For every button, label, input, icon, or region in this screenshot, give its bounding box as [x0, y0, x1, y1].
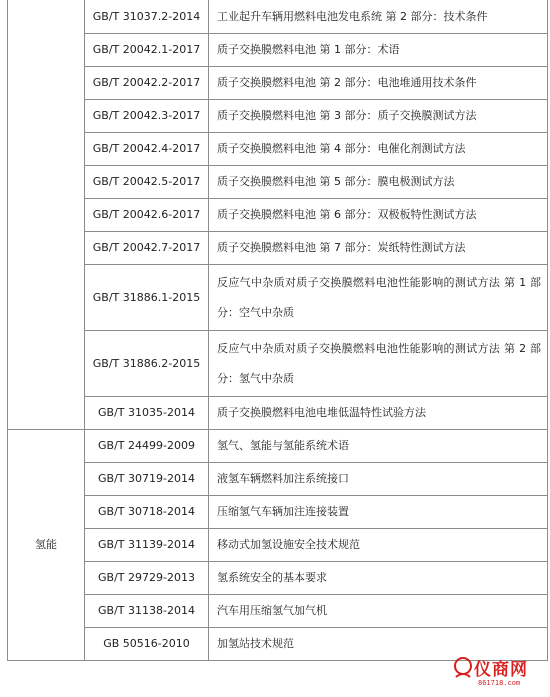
standard-code: GB/T 24499-2009: [85, 430, 209, 463]
standard-title: 质子交换膜燃料电池 第 7 部分：炭纸特性测试方法: [209, 232, 548, 265]
table-row: [8, 133, 548, 166]
standard-title: 质子交换膜燃料电池 第 4 部分：电催化剂测试方法: [209, 133, 548, 166]
standard-code: GB/T 20042.1-2017: [85, 34, 209, 67]
standard-code: GB/T 20042.7-2017: [85, 232, 209, 265]
watermark-logo: [452, 655, 548, 695]
standard-code: GB/T 31886.2-2015: [85, 331, 209, 397]
table-row: [8, 430, 548, 463]
standard-code: GB/T 20042.5-2017: [85, 166, 209, 199]
table-row: [8, 265, 548, 331]
standard-code: GB/T 30718-2014: [85, 496, 209, 529]
standards-table: [7, 0, 548, 661]
standard-title: 质子交换膜燃料电池 第 5 部分：膜电极测试方法: [209, 166, 548, 199]
standard-code: GB/T 29729-2013: [85, 562, 209, 595]
category-cell-fuel-cell: [8, 0, 85, 430]
standard-title: 质子交换膜燃料电池 第 1 部分：术语: [209, 34, 548, 67]
standard-code: GB/T 30719-2014: [85, 463, 209, 496]
table-row: [8, 0, 548, 34]
table-row: [8, 34, 548, 67]
standard-code: GB/T 31139-2014: [85, 529, 209, 562]
table-row: [8, 232, 548, 265]
table-row: [8, 166, 548, 199]
table-row: [8, 100, 548, 133]
standard-title: 质子交换膜燃料电池 第 3 部分：质子交换膜测试方法: [209, 100, 548, 133]
standard-code: GB/T 20042.3-2017: [85, 100, 209, 133]
standard-title: 移动式加氢设施安全技术规范: [209, 529, 548, 562]
standard-title: 汽车用压缩氢气加气机: [209, 595, 548, 628]
standard-title: 液氢车辆燃料加注系统接口: [209, 463, 548, 496]
table-row: [8, 595, 548, 628]
standard-title: 压缩氢气车辆加注连接装置: [209, 496, 548, 529]
standard-title: 氢气、氢能与氢能系统术语: [209, 430, 548, 463]
standard-code: GB/T 31037.2-2014: [85, 0, 209, 34]
watermark-brand: 仪商网: [474, 660, 528, 680]
standard-title: 质子交换膜燃料电池 第 6 部分：双极板特性测试方法: [209, 199, 548, 232]
standard-code: GB/T 20042.4-2017: [85, 133, 209, 166]
table-row: [8, 397, 548, 430]
table-row: [8, 562, 548, 595]
standard-code: GB/T 31035-2014: [85, 397, 209, 430]
table-row: [8, 67, 548, 100]
standard-code: GB/T 20042.6-2017: [85, 199, 209, 232]
standard-title: 工业起升车辆用燃料电池发电系统 第 2 部分：技术条件: [209, 0, 548, 34]
table-row: [8, 331, 548, 397]
category-cell-hydrogen: 氢能: [8, 430, 85, 661]
standard-code: GB/T 31138-2014: [85, 595, 209, 628]
standard-title: 反应气中杂质对质子交换膜燃料电池性能影响的测试方法 第 1 部分：空气中杂质: [209, 265, 548, 331]
standard-title: 质子交换膜燃料电池电堆低温特性试验方法: [209, 397, 548, 430]
standard-code: GB/T 31886.1-2015: [85, 265, 209, 331]
standard-title: 氢系统安全的基本要求: [209, 562, 548, 595]
standard-code: GB 50516-2010: [85, 628, 209, 661]
standard-code: GB/T 20042.2-2017: [85, 67, 209, 100]
standard-title: 质子交换膜燃料电池 第 2 部分：电池堆通用技术条件: [209, 67, 548, 100]
watermark-url: 861718.com: [478, 679, 521, 687]
standard-title: 反应气中杂质对质子交换膜燃料电池性能影响的测试方法 第 2 部分：氢气中杂质: [209, 331, 548, 397]
table-row: [8, 529, 548, 562]
table-row: [8, 463, 548, 496]
logo-mark-icon: [452, 657, 474, 683]
standard-title: 加氢站技术规范: [209, 628, 548, 661]
table-row: [8, 199, 548, 232]
table-row: [8, 496, 548, 529]
